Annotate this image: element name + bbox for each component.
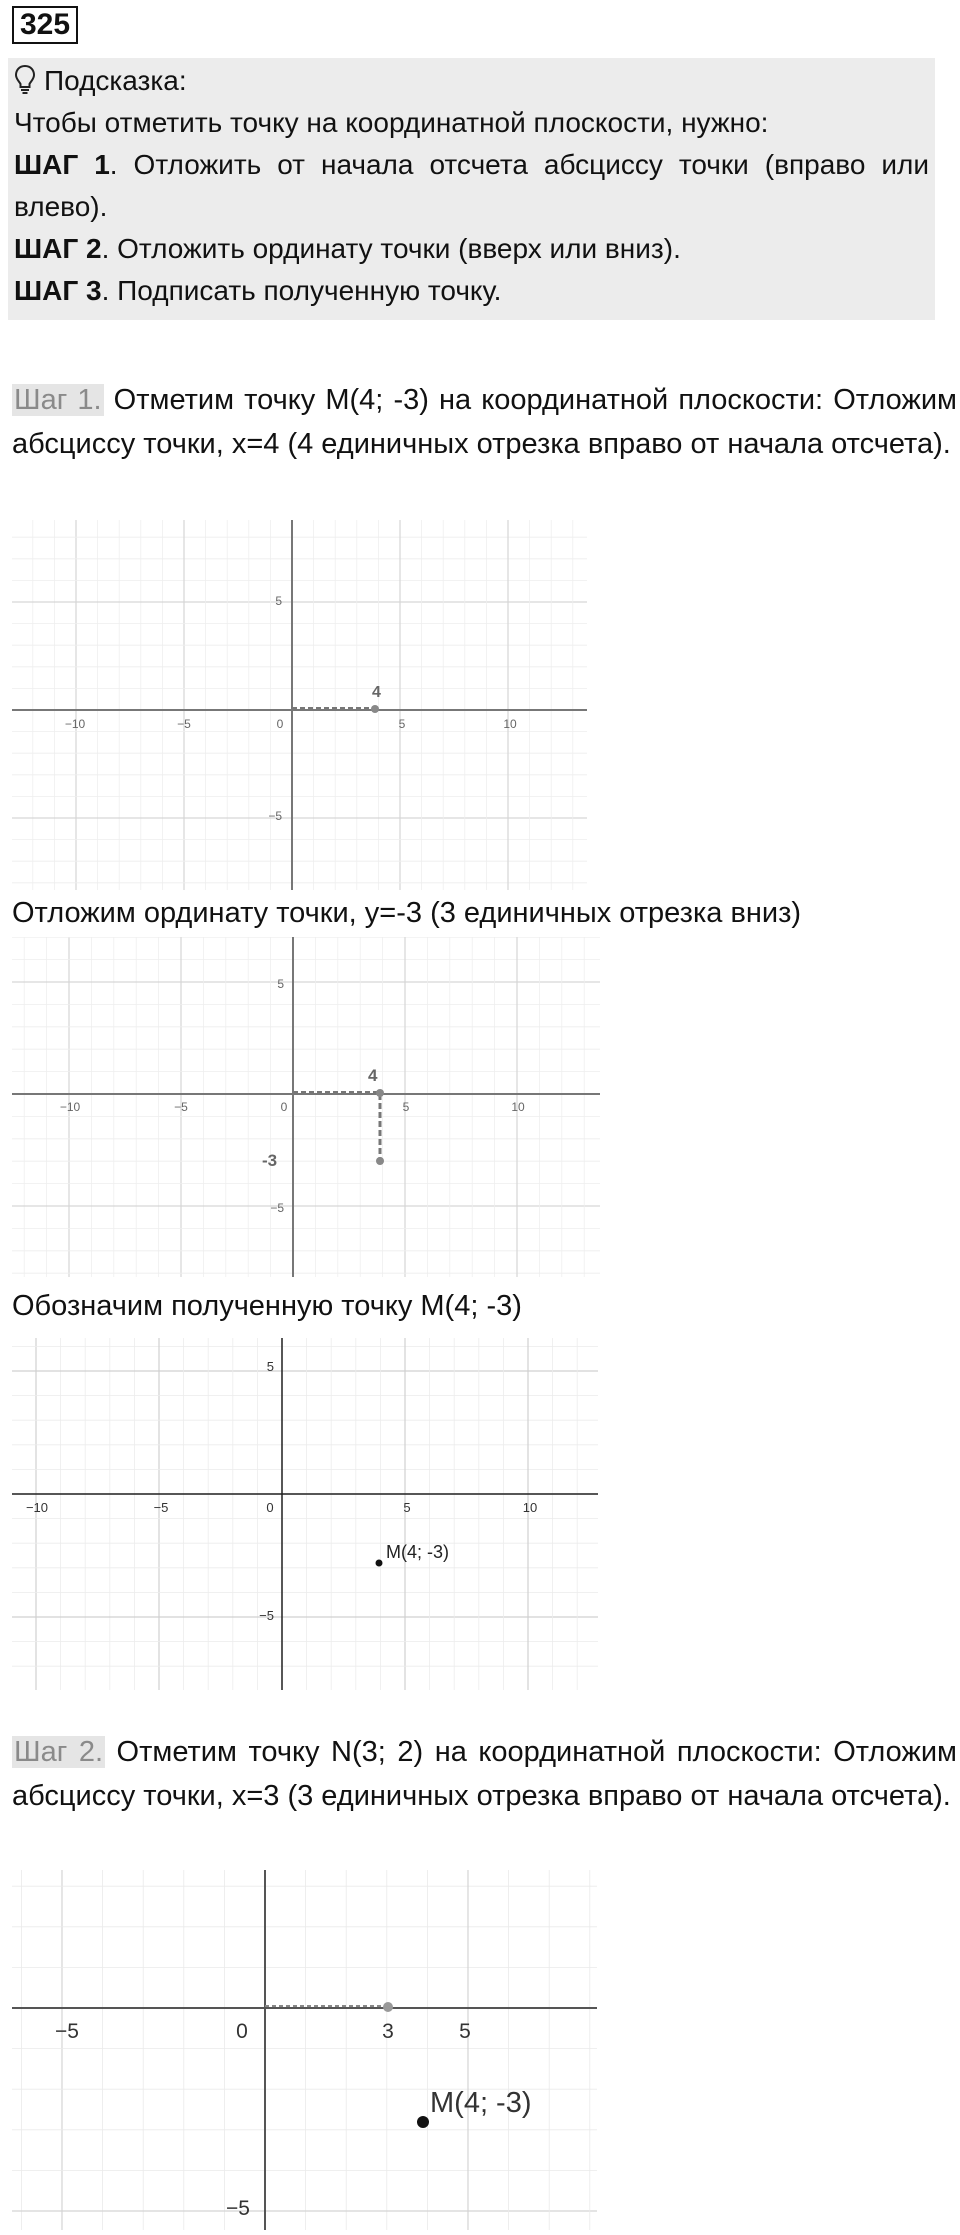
hint-step3-label: ШАГ 3 xyxy=(14,275,102,306)
caption-label: Обозначим полученную точку M(4; -3) xyxy=(12,1290,522,1322)
hint-step1-label: ШАГ 1 xyxy=(14,149,110,180)
step2-text: Отметим точку N(3; 2) на координатной плоскости: Отложим абсциссу точки, x=3 (3 единичных отрезка вправо от начала отсчета). xyxy=(12,1736,957,1812)
x-tick-label: 10 xyxy=(522,1500,538,1515)
point-label: 4 xyxy=(372,684,381,701)
step1-paragraph xyxy=(12,378,957,466)
graph-grid xyxy=(12,1338,598,1690)
lightbulb-icon xyxy=(14,64,36,94)
point-x3 xyxy=(383,2002,393,2012)
x-tick-label: −5 xyxy=(174,1100,188,1114)
x-tick-label: 10 xyxy=(511,1100,525,1114)
x-tick-label: −10 xyxy=(59,1100,81,1114)
hint-step3-text: . Подписать полученную точку. xyxy=(101,275,502,306)
graph-grid xyxy=(12,1870,597,2230)
point-label: M(4; -3) xyxy=(386,1542,449,1562)
y-tick-label: −5 xyxy=(268,809,282,823)
step2-paragraph xyxy=(12,1730,957,1818)
x-tick-label: 0 xyxy=(236,2020,248,2043)
x-tick-label: −5 xyxy=(55,2020,79,2043)
task-number: 325 xyxy=(12,6,78,44)
x-tick-label: −10 xyxy=(25,1500,49,1515)
hint-box xyxy=(8,58,935,320)
x-tick-label: 0 xyxy=(280,1100,288,1114)
y-value-label: -3 xyxy=(262,1151,278,1170)
x-tick-label: 5 xyxy=(402,1100,410,1114)
y-tick-label: 5 xyxy=(275,594,282,608)
graph-1 xyxy=(12,520,587,890)
graph-4 xyxy=(12,1870,597,2230)
x-tick-label: 5 xyxy=(459,2020,471,2043)
y-tick-label: −5 xyxy=(270,1201,284,1215)
hint-step2-text: . Отложить ординату точки (вверх или вниз). xyxy=(101,233,681,264)
x-value-label: 4 xyxy=(368,1066,378,1085)
point-y-3 xyxy=(376,1157,384,1165)
y-tick-label: 5 xyxy=(277,977,284,991)
caption-ordinate: Отложим ординату точки, y=-3 (3 единичных отрезка вниз) xyxy=(12,897,802,929)
point-x4 xyxy=(376,1089,384,1097)
point-m xyxy=(417,2116,429,2128)
step2-tag: Шаг 2. xyxy=(14,1736,104,1768)
graph-grid xyxy=(12,520,587,890)
y-tick-label: 5 xyxy=(266,1359,274,1374)
x-tick-label: 0 xyxy=(266,1500,274,1515)
hint-step2-label: ШАГ 2 xyxy=(14,233,102,264)
x-tick-label: 10 xyxy=(503,717,517,731)
step1-text: Отметим точку M(4; -3) на координатной плоскости: Отложим абсциссу точки, x=4 (4 единичных отрезка вправо от начала отсчета). xyxy=(12,384,957,460)
hint-intro: Чтобы отметить точку на координатной плоскости, нужно: xyxy=(14,107,769,138)
graph-3 xyxy=(12,1338,598,1690)
x-tick-label: −10 xyxy=(64,717,86,731)
y-tick-label: −5 xyxy=(259,1608,274,1623)
x-tick-label: −5 xyxy=(153,1500,169,1515)
hint-title: Подсказка: xyxy=(44,65,187,96)
point-label: M(4; -3) xyxy=(430,2087,532,2119)
step1-tag: Шаг 1. xyxy=(14,384,102,416)
x-tick-label: 3 xyxy=(382,2020,394,2043)
x-tick-label: 5 xyxy=(398,717,406,731)
point-m xyxy=(376,1560,383,1567)
hint-step1-text: . Отложить от начала отсчета абсциссу точки (вправо или влево). xyxy=(14,149,930,222)
graph-2 xyxy=(12,937,600,1277)
x-tick-label: 0 xyxy=(276,717,284,731)
y-tick-label: −5 xyxy=(226,2197,250,2220)
x-tick-label: 5 xyxy=(403,1500,411,1515)
x-tick-label: −5 xyxy=(177,717,191,731)
point-x4 xyxy=(371,705,379,713)
